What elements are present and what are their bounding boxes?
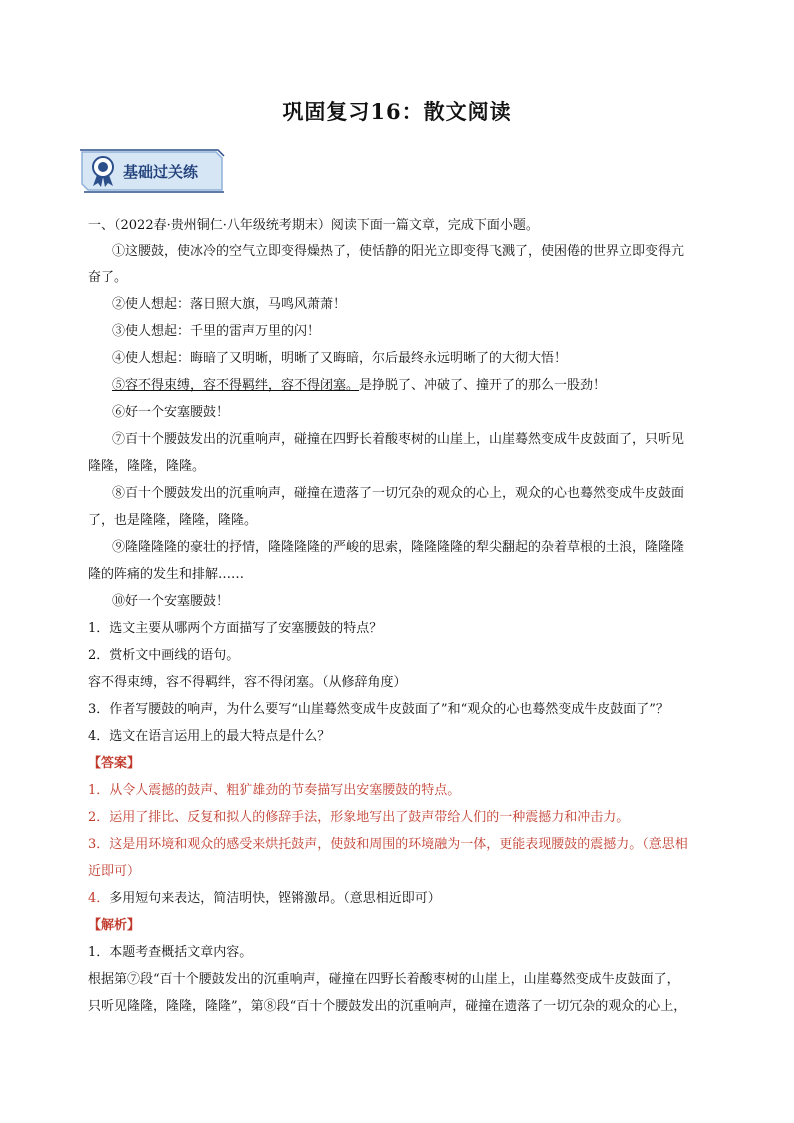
question-1: 1．选文主要从哪两个方面描写了安塞腰鼓的特点？ [88, 621, 383, 636]
paragraph-9b: 隆的阵痛的发生和排解…… [88, 567, 245, 582]
paragraph-5-rest: 是挣脱了、冲破了、撞开了的那么一股劲！ [359, 378, 607, 393]
section-badge [78, 146, 226, 196]
answer-2-text: 运用了排比、反复和拟人的修辞手法，形象地写出了鼓声带给人们的一种震撼力和冲击力。 [109, 810, 630, 825]
badge-label: 基础过关练 [123, 163, 199, 181]
analysis-line-1: 1．本题考查概括文章内容。 [88, 945, 253, 960]
analysis-header: 【解析】 [88, 918, 141, 933]
paragraph-3: ③使人想起：千里的雷声万里的闪！ [112, 324, 321, 339]
answer-3-number: 3． [88, 837, 110, 852]
answer-4-number: 4． [88, 891, 110, 906]
analysis-line-2: 根据第⑦段“百十个腰鼓发出的沉重响声，碰撞在四野长着酸枣树的山崖上，山崖蓦然变成牛皮鼓面了， [88, 972, 680, 987]
underlined-sentence: ⑤容不得束缚，容不得羁绊，容不得闭塞。 [112, 378, 360, 393]
answer-4 [88, 889, 728, 908]
question-2: 2．赏析文中画线的语句。 [88, 648, 240, 663]
answer-1-number: 1． [88, 783, 110, 798]
answer-2-number: 2． [88, 810, 110, 825]
answer-4-text: 多用短句来表达，简洁明快，铿锵激昂。（意思相近即可） [109, 891, 441, 906]
answer-3-text: 这是用环境和观众的感受来烘托鼓声，使鼓和周围的环境融为一体，更能表现腰鼓的震撼力。（意思相 [109, 837, 688, 852]
question-intro: 一、（2022春·贵州铜仁·八年级统考期末）阅读下面一篇文章，完成下面小题。 [88, 218, 539, 233]
paragraph-5 [112, 376, 752, 395]
analysis-line-3: 只听见隆隆，隆隆，隆隆”，第⑧段“百十个腰鼓发出的沉重响声，碰撞在遗落了一切冗杂的观众的心上， [88, 999, 687, 1014]
question-2-quote: 容不得束缚，容不得羁绊，容不得闭塞。（从修辞角度） [88, 675, 407, 690]
page-title: 巩固复习16：散文阅读 [282, 99, 512, 124]
answer-header: 【答案】 [88, 756, 141, 771]
answer-1-text: 从令人震撼的鼓声、粗犷雄劲的节奏描写出安塞腰鼓的特点。 [109, 783, 461, 798]
answer-2 [88, 808, 728, 827]
answer-1 [88, 781, 728, 800]
paragraph-1a: ①这腰鼓，使冰冷的空气立即变得燥热了，使恬静的阳光立即变得飞溅了，使困倦的世界立即变得亢 [112, 244, 685, 259]
paragraph-7a: ⑦百十个腰鼓发出的沉重响声，碰撞在四野长着酸枣树的山崖上，山崖蓦然变成牛皮鼓面了，只听见 [112, 432, 685, 447]
paragraph-6: ⑥好一个安塞腰鼓！ [112, 405, 230, 420]
paragraph-10: ⑩好一个安塞腰鼓！ [112, 594, 230, 609]
paragraph-1b: 奋了。 [88, 270, 128, 285]
paragraph-8a: ⑧百十个腰鼓发出的沉重响声，碰撞在遗落了一切冗杂的观众的心上，观众的心也蓦然变成牛皮鼓面 [112, 486, 685, 501]
paragraph-4: ④使人想起：晦暗了又明晰，明晰了又晦暗，尔后最终永远明晰了的大彻大悟！ [112, 351, 568, 366]
question-4: 4．选文在语言运用上的最大特点是什么？ [88, 729, 331, 744]
badge-frame [78, 146, 226, 196]
paragraph-9a: ⑨隆隆隆隆的豪壮的抒情，隆隆隆隆的严峻的思索，隆隆隆隆的犁尖翻起的杂着草根的土浪，隆隆隆 [112, 540, 685, 555]
answer-3-continued: 近即可） [88, 864, 141, 879]
paragraph-8b: 了，也是隆隆，隆隆，隆隆。 [88, 513, 258, 528]
paragraph-2: ②使人想起：落日照大旗，马鸣风萧萧！ [112, 297, 347, 312]
paragraph-7b: 隆隆，隆隆，隆隆。 [88, 459, 206, 474]
answer-3 [88, 835, 728, 854]
question-3: 3．作者写腰鼓的响声，为什么要写“山崖蓦然变成牛皮鼓面了”和“观众的心也蓦然变成牛皮鼓面了”？ [88, 702, 669, 717]
